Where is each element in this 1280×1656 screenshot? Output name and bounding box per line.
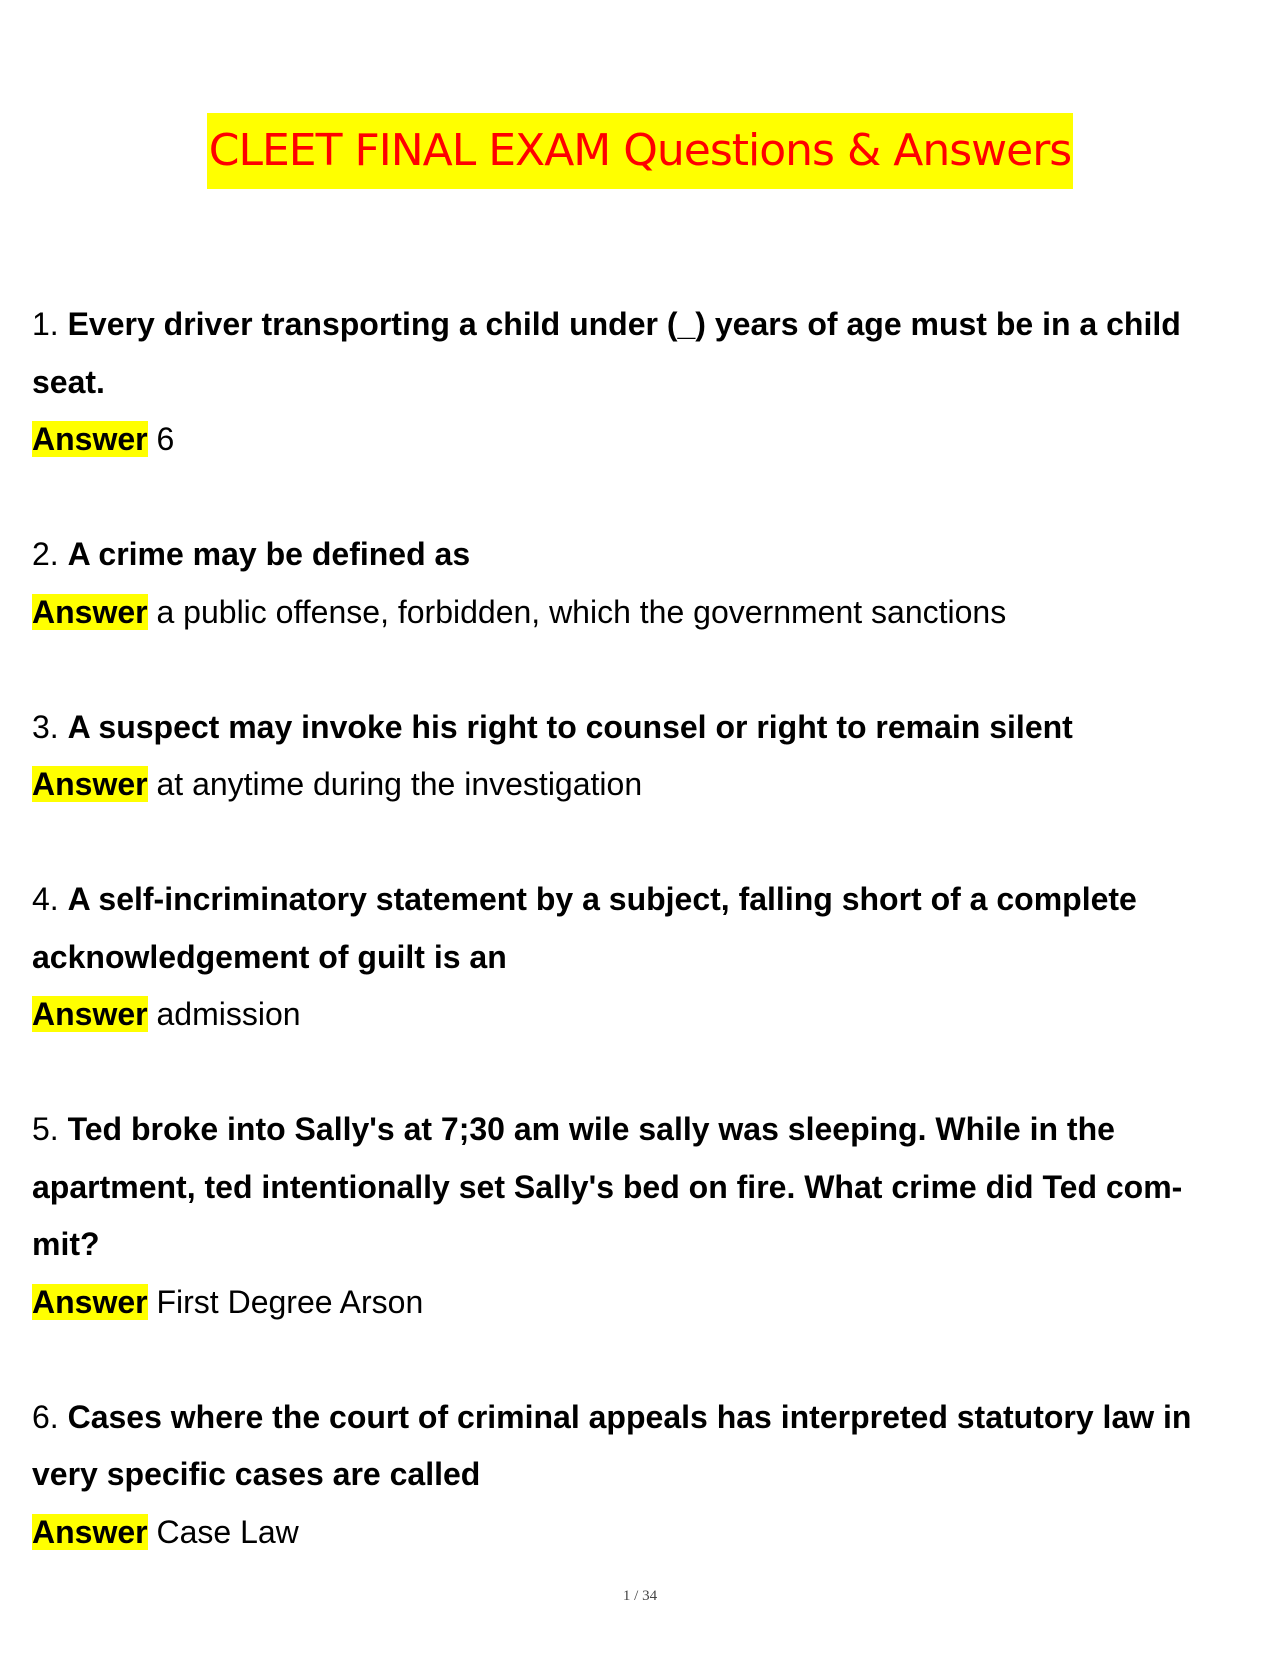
question-number: 1. (32, 306, 59, 342)
qa-item (32, 1101, 1247, 1331)
answer-line (32, 1274, 1247, 1332)
qa-item (32, 296, 1247, 469)
answer-label: Answer (32, 593, 148, 630)
question-text: A crime may be defined as (67, 536, 471, 572)
answer-label: Answer (32, 1513, 148, 1550)
title-wrap (0, 113, 1280, 189)
qa-list (32, 296, 1247, 1619)
answer-label: Answer (32, 421, 148, 457)
answer-text: First Degree Arson (156, 1283, 424, 1320)
question-number: 2. (32, 536, 59, 572)
question-text: Cases where the court of criminal appeals has interpreted statutory law in very specific cases are called (32, 1398, 1192, 1492)
question-text: Ted broke into Sally's at 7;30 am wile sally was sleeping. While in the apartment, ted intentionally set Sally's bed on fire. What crime did Ted com- mit? (32, 1111, 1183, 1262)
page-title: CLEET FINAL EXAM Questions & Answers (207, 113, 1073, 189)
question-number: 3. (32, 708, 59, 745)
page-number: 1 / 34 (622, 1588, 658, 1604)
question-number: 6. (32, 1398, 59, 1435)
question-text: A self-incriminatory statement by a subject, falling short of a complete acknowledgement of guilt is an (32, 881, 1137, 975)
question-text: Every driver transporting a child under (_) years of age must be in a child seat. (32, 306, 1181, 400)
answer-line (32, 1504, 1247, 1562)
answer-line (32, 986, 1247, 1044)
answer-label: Answer (32, 766, 148, 802)
answer-text: at anytime during the investigation (156, 766, 643, 802)
answer-text: 6 (156, 421, 175, 457)
answer-text: a public offense, forbidden, which the government sanctions (156, 593, 1007, 630)
answer-line (32, 756, 1247, 814)
qa-item (32, 526, 1247, 641)
answer-label: Answer (32, 996, 148, 1032)
answer-label: Answer (32, 1283, 148, 1320)
question-number: 4. (32, 881, 59, 917)
answer-text: admission (156, 996, 301, 1032)
question-text: A suspect may invoke his right to counsel or right to remain silent (67, 708, 1073, 745)
answer-text: Case Law (156, 1513, 299, 1550)
qa-item (32, 1389, 1247, 1562)
answer-line (32, 584, 1247, 642)
answer-line (32, 411, 1247, 469)
qa-item (32, 699, 1247, 814)
qa-item (32, 871, 1247, 1044)
question-number: 5. (32, 1111, 59, 1147)
